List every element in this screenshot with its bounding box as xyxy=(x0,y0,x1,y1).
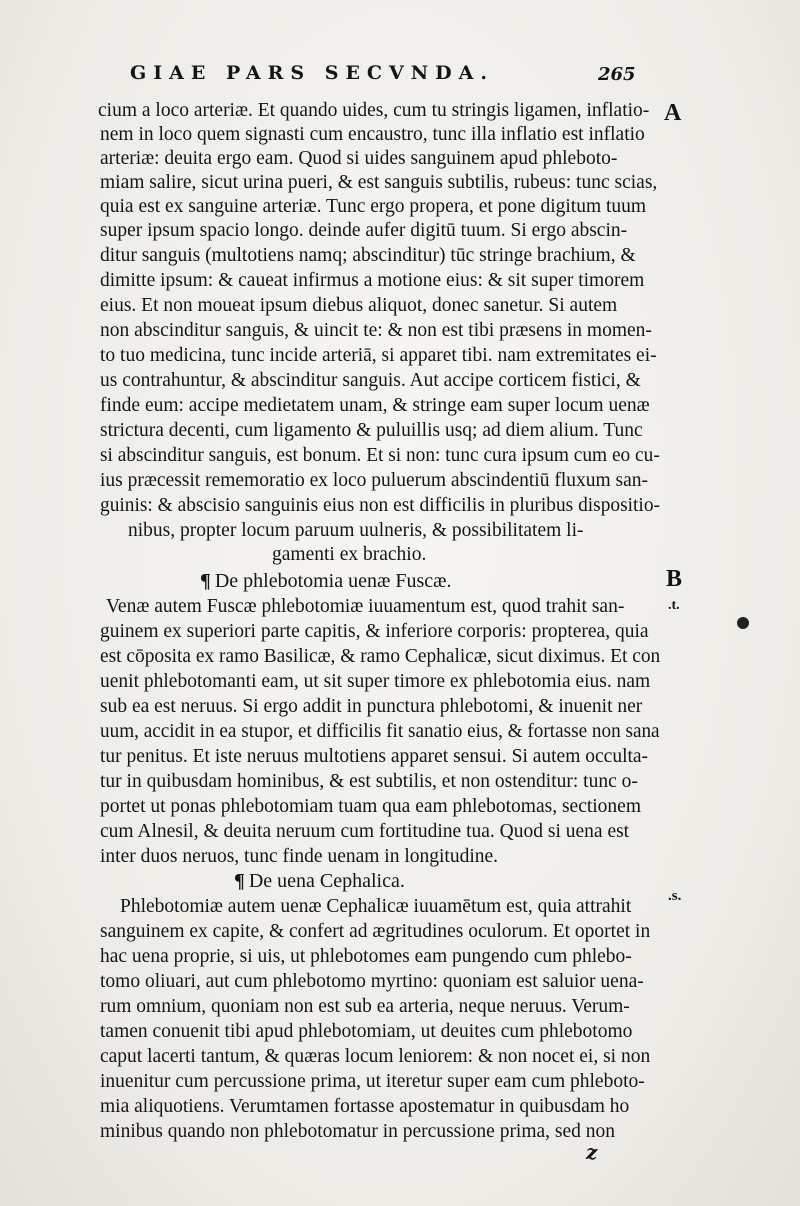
text-line: minibus quando non phlebotomatur in percussione prima, sed non xyxy=(100,1121,616,1142)
heading-text: De uena Cephalica. xyxy=(248,870,405,892)
text-line: cum Alnesil, & deuita neruum cum fortitudine tua. Quod si uena est xyxy=(100,821,630,842)
text-line: dimitte ipsum: & caueat infirmus a motione eius: & sit super timorem xyxy=(100,270,645,291)
margin-note-t: .t. xyxy=(668,598,680,613)
ink-spot xyxy=(737,617,749,629)
section-heading-fusca xyxy=(200,570,451,592)
text-line: to tuo medicina, tunc incide arteriā, si apparet tibi. nam extremitates ei- xyxy=(100,345,657,366)
text-line: rum omnium, quoniam non est sub ea arteria, neque neruus. Verum- xyxy=(100,996,630,1017)
text-line: inuenitur cum percussione prima, ut iteretur super eam cum phleboto- xyxy=(100,1071,645,1092)
margin-letter-a: A xyxy=(664,100,682,126)
page-number: 265 xyxy=(598,64,636,85)
text-line: si abscinditur sanguis, est bonum. Et si non: tunc cura ipsum cum eo cu- xyxy=(100,445,660,466)
text-line: finde eum: accipe medietatem unam, & stringe eam super locum uenæ xyxy=(100,395,650,416)
text-line: arteriæ: deuita ergo eam. Quod si uides sanguinem apud phleboto- xyxy=(100,148,618,169)
text-line: tur penitus. Et iste neruus multotiens apparet sensui. Si autem occulta- xyxy=(100,746,649,767)
text-line: ius præcessit rememoratio ex loco puluerum abscindentiū fluxum san- xyxy=(100,470,649,491)
text-line: Venæ autem Fuscæ phlebotomiæ iuuamentum est, quod trahit san- xyxy=(106,596,625,617)
text-line: tomo oliuari, aut cum phlebotomo myrtino: quoniam est saluior uena- xyxy=(100,971,644,992)
running-head: GIAE PARS SECVNDA. xyxy=(130,62,494,84)
text-line: tamen conuenit tibi apud phlebotomiam, ut deuites cum phlebotomo xyxy=(100,1021,633,1042)
margin-note-s: .s. xyxy=(668,888,682,904)
text-line: caput lacerti tantum, & quæras locum leniorem: & non nocet ei, si non xyxy=(100,1046,651,1067)
text-line: hac uena proprie, si uis, ut phlebotomes eam pungendo cum phlebo- xyxy=(100,946,632,967)
text-line: non abscinditur sanguis, & uincit te: & non est tibi præsens in momen- xyxy=(100,320,652,341)
text-line: sanguinem ex capite, & confert ad ægritudines oculorum. Et oportet in xyxy=(100,921,651,942)
text-line: quia est ex sanguine arteriæ. Tunc ergo propera, et pone digitum tuum xyxy=(100,196,647,217)
paragraph-mark-icon: ¶ xyxy=(200,570,211,592)
text-line: gamenti ex brachio. xyxy=(272,544,427,565)
heading-text: De phlebotomia uenæ Fuscæ. xyxy=(214,570,452,592)
text-line: ditur sanguis (multotiens namq; abscinditur) tūc stringe brachium, & xyxy=(100,245,636,266)
text-line: guinis: & abscisio sanguinis eius non est difficilis in pluribus dispositio- xyxy=(100,495,660,516)
text-line: guinem ex superiori parte capitis, & inferiore corporis: propterea, quia xyxy=(100,621,649,642)
paragraph-mark-icon: ¶ xyxy=(234,870,245,892)
section-heading-cephalica xyxy=(234,870,405,892)
text-line: Phlebotomiæ autem uenæ Cephalicæ iuuamētum est, quia attrahit xyxy=(120,896,632,917)
text-line: mia aliquotiens. Verumtamen fortasse apostematur in quibusdam ho xyxy=(100,1096,630,1117)
text-line: uum, accidit in ea stupor, et difficilis fit sanatio eius, & fortasse non sana xyxy=(100,721,660,742)
signature-mark: z xyxy=(586,1140,598,1164)
text-line: super ipsum spacio longo. deinde aufer digitū tuum. Si ergo abscin- xyxy=(100,220,628,241)
text-line: inter duos neruos, tunc finde uenam in longitudine. xyxy=(100,846,499,867)
text-line: tur in quibusdam hominibus, & est subtilis, et non ostenditur: tunc o- xyxy=(100,771,638,792)
margin-letter-b: B xyxy=(666,566,683,592)
text-line: portet ut ponas phlebotomiam tuam qua eam phlebotomas, sectionem xyxy=(100,796,642,817)
text-line: sub ea est neruus. Si ergo addit in punctura phlebotomi, & inuenit ner xyxy=(100,696,643,717)
text-line: est cōposita ex ramo Basilicæ, & ramo Cephalicæ, sicut diximus. Et con xyxy=(100,646,661,667)
text-line: nibus, propter locum paruum uulneris, & possibilitatem li- xyxy=(128,520,584,541)
text-line: miam salire, sicut urina pueri, & est sanguis subtilis, rubeus: tunc scias, xyxy=(100,172,658,193)
text-line: strictura decenti, cum ligamento & puluillis usq; ad diem alium. Tunc xyxy=(100,420,643,441)
text-line: eius. Et non moueat ipsum diebus aliquot, donec sanetur. Si autem xyxy=(100,295,618,316)
text-line: nem in loco quem signasti cum encaustro, tunc illa inflatio est inflatio xyxy=(100,124,645,145)
text-line: cium a loco arteriæ. Et quando uides, cum tu stringis ligamen, inflatio- xyxy=(98,100,650,121)
text-line: us contrahuntur, & abscinditur sanguis. Aut accipe corticem fistici, & xyxy=(100,370,641,391)
text-line: uenit phlebotomanti eam, ut sit super timore ex phlebotomia eius. nam xyxy=(100,671,651,692)
